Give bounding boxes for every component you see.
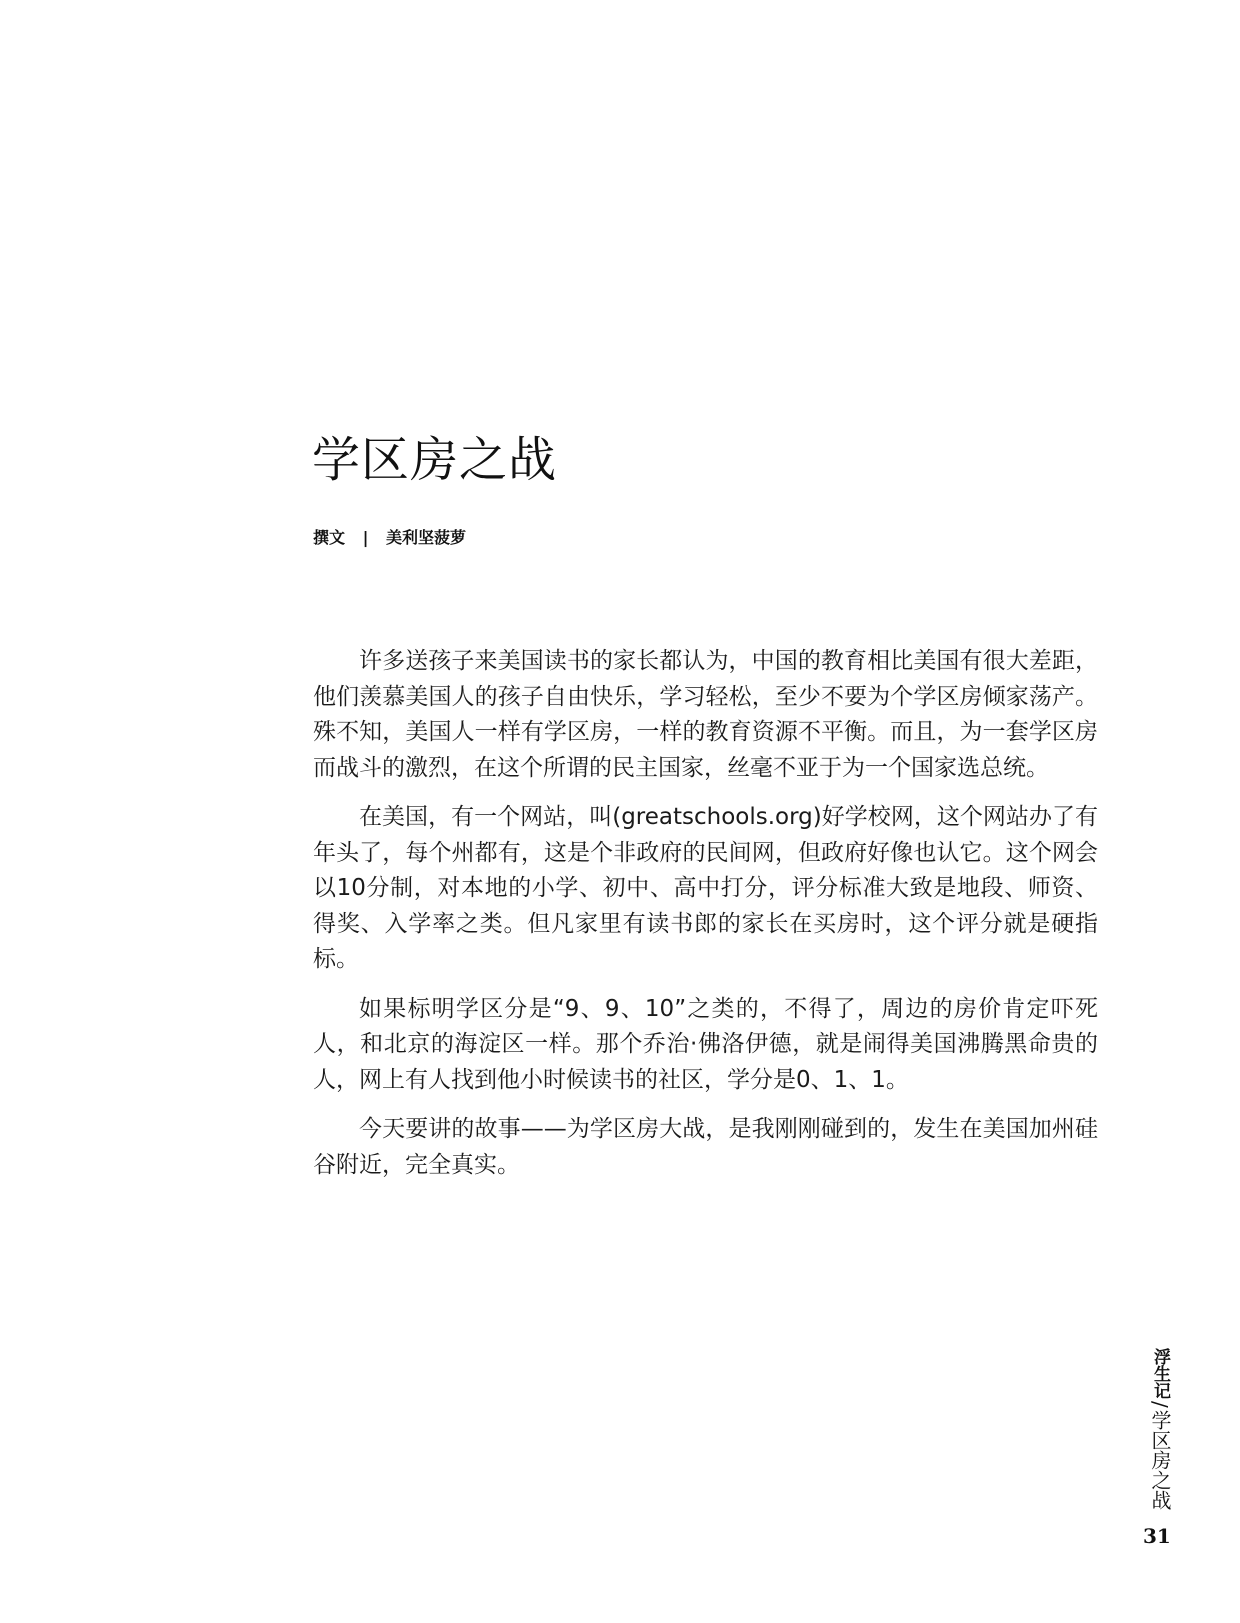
byline-author: 美利坚菠萝 [386,528,467,547]
byline [313,527,466,549]
article-body [313,644,1098,1197]
running-head-slash: / [1148,1401,1172,1408]
series-name: 浮生记 [1150,1348,1170,1399]
paragraph-2: 在美国，有一个网站，叫(greatschools.org)好学校网，这个网站办了有年头了，每个州都有，这是个非政府的民间网，但政府好像也认它。这个网会以10分制，对本地的小学、初中、高中打分，评分标准大致是地段、师资、得奖、入学率之类。但凡家里有读书郎的家长在买房时，这个评分就是硬指标。 [313,804,1098,972]
running-head-title: 学区房之战 [1148,1409,1172,1510]
page-number: 31 [1143,1524,1171,1548]
running-head [1147,1348,1173,1510]
byline-label: 撰文 [313,528,346,547]
byline-separator: | [362,528,369,547]
article-title: 学区房之战 [312,432,558,488]
paragraph-1: 许多送孩子来美国读书的家长都认为，中国的教育相比美国有很大差距，他们羡慕美国人的孩子自由快乐，学习轻松，至少不要为个学区房倾家荡产。殊不知，美国人一样有学区房，一样的教育资源不平衡。而且，为一套学区房而战斗的激烈，在这个所谓的民主国家，丝毫不亚于为一个国家选总统。 [313,648,1098,781]
paragraph-4: 今天要讲的故事——为学区房大战，是我刚刚碰到的，发生在美国加州硅谷附近，完全真实。 [313,1116,1098,1178]
paragraph-3: 如果标明学区分是“9、9、10”之类的，不得了，周边的房价肯定吓死人，和北京的海淀区一样。那个乔治·佛洛伊德，就是闹得美国沸腾黑命贵的人，网上有人找到他小时候读书的社区，学分是0、1、1。 [313,995,1098,1093]
